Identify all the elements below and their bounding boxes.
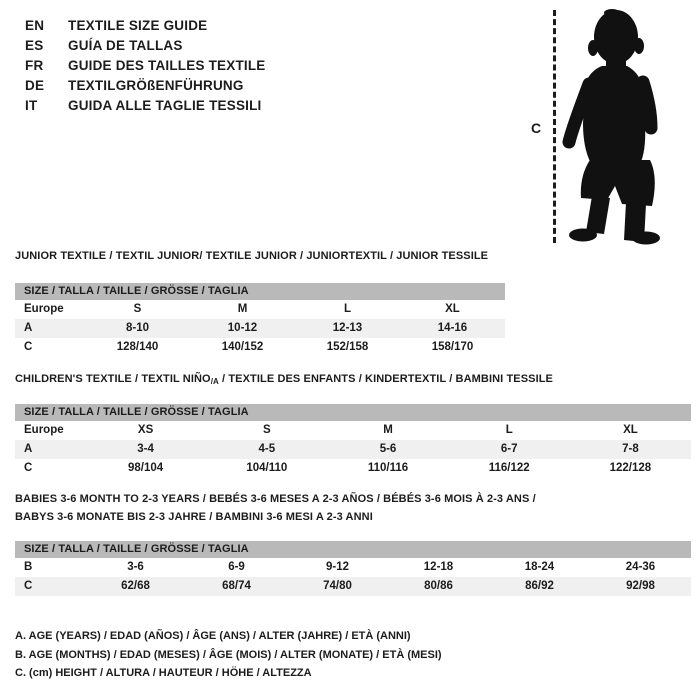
footnotes [15, 627, 442, 683]
table-cell: 152/158 [326, 341, 369, 353]
language-code: FR [25, 58, 44, 73]
table-cell: L [505, 424, 513, 436]
table-cell: 3-4 [137, 443, 154, 455]
table-cell: 5-6 [379, 443, 397, 455]
table-cell: 7-8 [622, 443, 639, 455]
table-cell: 3-6 [127, 561, 144, 573]
footnote-a: A. AGE (YEARS) / EDAD (AÑOS) / ÂGE (ANS) / ALTER (JAHRE) / ETÀ (ANNI) [15, 630, 411, 642]
language-title: GUIDE DES TAILLES TEXTILE [68, 58, 266, 73]
table-cell: XL [445, 303, 460, 315]
heading-text: / TEXTILE DES ENFANTS / KINDERTEXTIL / BAMBINI TESSILE [218, 373, 553, 385]
table-cell: 104/110 [246, 462, 288, 474]
table-row [15, 338, 505, 357]
table-cell: S [133, 303, 142, 315]
table-cell: XL [623, 424, 638, 436]
table-cell: 158/170 [431, 341, 474, 353]
table-row [15, 558, 691, 577]
row-label: A [24, 322, 33, 334]
table-header: SIZE / TALLA / TAILLE / GRÖSSE / TAGLIA [15, 404, 691, 421]
table-cell: 8-10 [125, 322, 150, 334]
language-row [25, 96, 266, 116]
row-label: C [24, 341, 33, 353]
table-row [15, 440, 691, 459]
heading-line: BABIES 3-6 MONTH TO 2-3 YEARS / BEBÉS 3-6 MESES A 2-3 AÑOS / BÉBÉS 3-6 MOIS À 2-3 ANS / [15, 493, 536, 505]
table-cell: 74/80 [323, 580, 352, 592]
table-row [15, 421, 691, 440]
table-cell: M [383, 424, 393, 436]
table-header: SIZE / TALLA / TAILLE / GRÖSSE / TAGLIA [15, 283, 505, 300]
table-row [15, 319, 505, 338]
table-cell: 14-16 [437, 322, 468, 334]
table-cell: 62/68 [121, 580, 150, 592]
language-row [25, 36, 266, 56]
table-cell: 128/140 [116, 341, 159, 353]
language-code: ES [25, 38, 44, 53]
table-header: SIZE / TALLA / TAILLE / GRÖSSE / TAGLIA [15, 541, 691, 558]
row-label: Europe [24, 303, 64, 315]
table-cell: 12-18 [423, 561, 454, 573]
table-cell: 98/104 [128, 462, 164, 474]
table-cell: S [262, 424, 271, 436]
language-title: GUIDA ALLE TAGLIE TESSILI [68, 98, 262, 113]
row-label: C [24, 580, 33, 592]
table-cell: 9-12 [325, 561, 350, 573]
table-cell: 110/116 [367, 462, 409, 474]
row-label: A [24, 443, 33, 455]
heading-line: BABYS 3-6 MONATE BIS 2-3 JAHRE / BAMBINI 3-6 MESI A 2-3 ANNI [15, 511, 373, 523]
table-cell: 18-24 [524, 561, 555, 573]
table-cell: 10-12 [227, 322, 258, 334]
language-row [25, 16, 266, 36]
table-cell: 80/86 [424, 580, 453, 592]
table-cell: 12-13 [332, 322, 363, 334]
heading-subscript: /A [210, 377, 219, 386]
junior-size-table [15, 283, 505, 357]
row-label: B [24, 561, 33, 573]
table-row [15, 300, 505, 319]
table-cell: L [343, 303, 352, 315]
table-cell: 116/122 [488, 462, 530, 474]
language-list [25, 16, 266, 116]
table-row [15, 459, 691, 478]
language-code: EN [25, 18, 45, 33]
language-code: DE [25, 78, 45, 93]
table-cell: 24-36 [625, 561, 656, 573]
height-measure-label: C [531, 120, 542, 136]
table-cell: 140/152 [221, 341, 264, 353]
footnote-c: C. (cm) HEIGHT / ALTURA / HAUTEUR / HÖHE / ALTEZZA [15, 667, 312, 679]
table-cell: 86/92 [525, 580, 554, 592]
table-cell: 6-7 [500, 443, 518, 455]
section-heading-junior: JUNIOR TEXTILE / TEXTIL JUNIOR/ TEXTILE JUNIOR / JUNIORTEXTIL / JUNIOR TESSILE [15, 250, 489, 262]
table-cell: 68/74 [222, 580, 251, 592]
table-row [15, 577, 691, 596]
table-cell: 4-5 [258, 443, 276, 455]
section-heading-babies [15, 490, 691, 526]
section-heading-children [15, 370, 691, 391]
height-measure-dashed-line [553, 10, 556, 243]
language-title: GUÍA DE TALLAS [68, 38, 183, 53]
table-cell: 6-9 [228, 561, 245, 573]
language-title: TEXTILE SIZE GUIDE [68, 18, 208, 33]
language-title: TEXTILGRÖßENFÜHRUNG [68, 78, 244, 93]
language-row [25, 56, 266, 76]
children-size-table [15, 404, 691, 478]
row-label: Europe [24, 424, 64, 436]
heading-text: CHILDREN'S TEXTILE / TEXTIL NIÑO [15, 373, 211, 385]
row-label: C [24, 462, 33, 474]
table-cell: 92/98 [626, 580, 655, 592]
language-code: IT [25, 98, 38, 113]
language-row [25, 76, 266, 96]
table-cell: XS [137, 424, 154, 436]
table-cell: M [237, 303, 248, 315]
table-cell: 122/128 [609, 462, 652, 474]
footnote-b: B. AGE (MONTHS) / EDAD (MESES) / ÂGE (MOIS) / ALTER (MONATE) / ETÀ (MESI) [15, 648, 442, 661]
baby-silhouette [562, 8, 664, 248]
babies-size-table [15, 541, 691, 596]
